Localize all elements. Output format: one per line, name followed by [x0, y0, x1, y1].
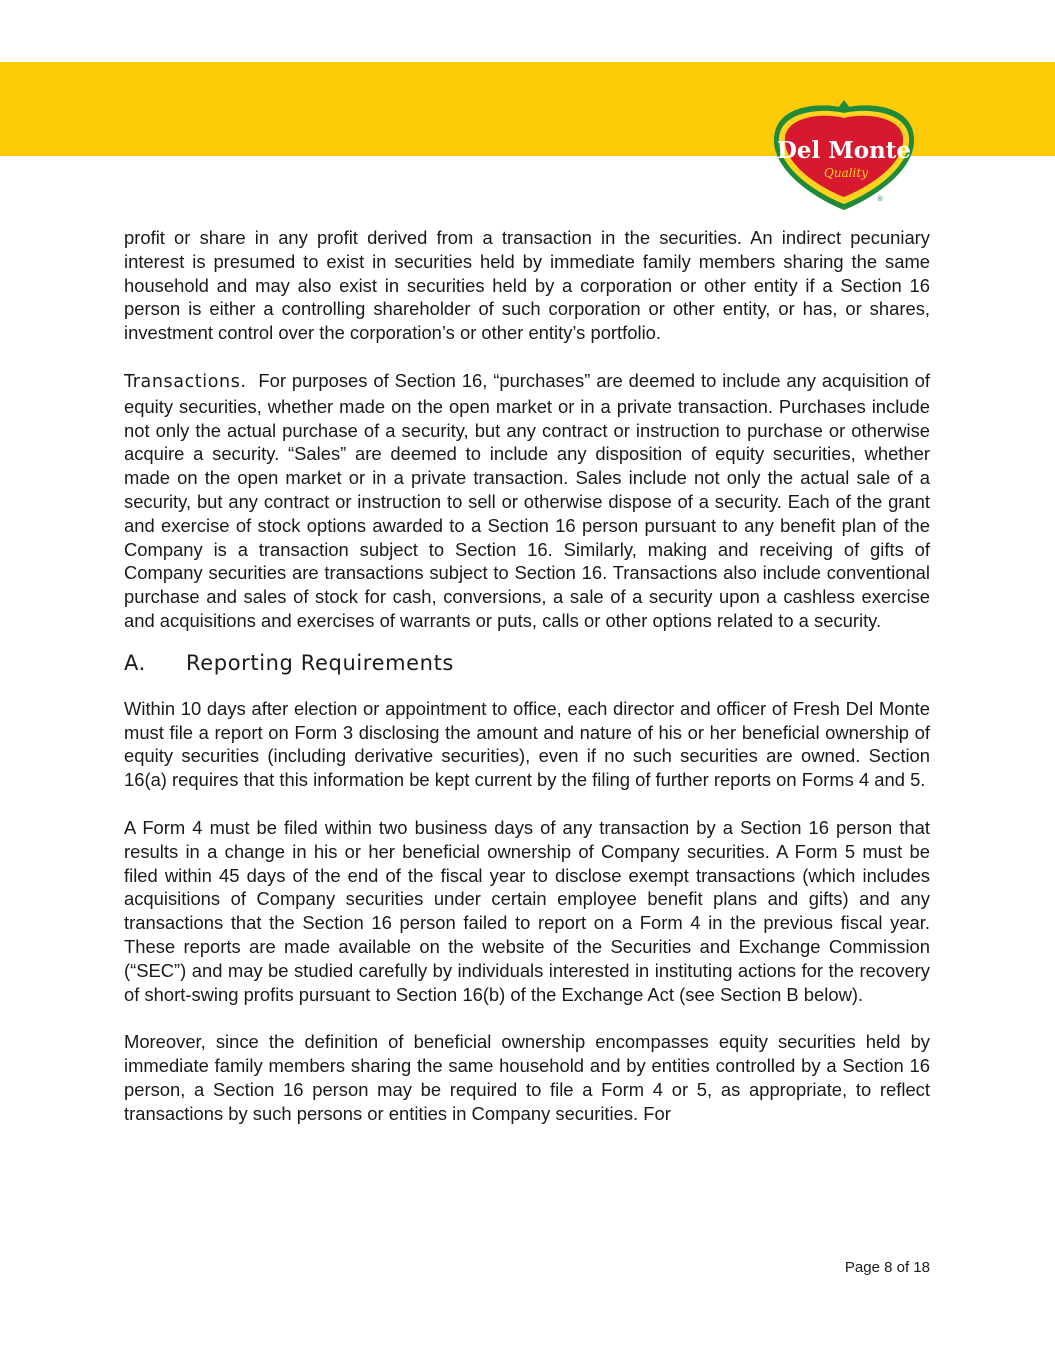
- transactions-run-in-title: Transactions.: [124, 371, 247, 392]
- paragraph-form-3: Within 10 days after election or appointment to office, each director and officer of Fresh Del Monte must file a report on Form 3 disclosing the amount and nature of his or her beneficial ownership of equity securities (including derivative securities), even if no such securities are owned. Section 16(a) requires that this information be kept current by the filing of further reports on Forms 4 and 5.: [124, 697, 930, 791]
- section-letter: A.: [124, 650, 146, 675]
- paragraph-family-members: Moreover, since the definition of beneficial ownership encompasses equity securities held by immediate family members sharing the same household and by entities controlled by a Section 16 person, a Section 16 person may be required to file a Form 4 or 5, as appropriate, to reflect transactions by such persons or entities in Company securities. For: [124, 1031, 930, 1124]
- registered-mark: ®: [876, 195, 884, 203]
- paragraph-form-4-5: A Form 4 must be filed within two business days of any transaction by a Section 16 person that results in a change in his or her beneficial ownership of Company securities. A Form 5 must be filed within 45 days of the end of the fiscal year to disclose exempt transactions (which includes acquisitions of Company securities under certain employee benefit plans and gifts) and any transactions that the Section 16 person failed to report on a Form 4 in the previous fiscal year. These reports are made available on the website of the Securities and Exchange Commission (“SEC”) and may be studied carefully by individuals interested in instituting actions for the recovery of short-swing profits pursuant to Section 16(b) of the Exchange Act (see Section B below).: [124, 816, 930, 1005]
- paragraph-transactions: [124, 369, 930, 633]
- document-body: [124, 226, 930, 1150]
- transactions-text: For purposes of Section 16, “purchases” are deemed to include any acquisition of equity securities, whether made on the open market or in a private transaction. Purchases include not only the actual purchase of a security, but any contract or instruction to purchase or otherwise acquire a security. “Sales” are deemed to include any disposition of equity securities, whether made on the open market or in a private transaction. Sales include not only the actual sale of a security, but any contract or instruction to sell or otherwise dispose of a security. Each of the grant and exercise of stock options awarded to a Section 16 person pursuant to any benefit plan of the Company is a transaction subject to Section 16. Similarly, making and receiving of gifts of Company securities are transactions subject to Section 16. Transactions also include conventional purchase and sales of stock for cash, conversions, a sale of a security upon a cashless exercise and acquisitions and exercises of warrants or puts, calls or other options related to a security.: [124, 369, 930, 631]
- logo-tagline: Quality: [824, 166, 868, 180]
- section-title: Reporting Requirements: [186, 650, 454, 675]
- del-monte-logo: [770, 98, 918, 214]
- page-number: Page 8 of 18: [844, 1259, 930, 1276]
- logo-wordmark: Del Monte: [776, 137, 912, 164]
- paragraph-beneficial-interest: profit or share in any profit derived from a transaction in the securities. An indirect pecuniary interest is presumed to exist in securities held by immediate family members sharing the same household and may also exist in securities held by a corporation or other entity if a Section 16 person is either a controlling shareholder of such corporation or other entity, or has, or shares, investment control over the corporation’s or other entity’s portfolio.: [124, 227, 930, 344]
- section-heading-reporting-requirements: [124, 649, 930, 677]
